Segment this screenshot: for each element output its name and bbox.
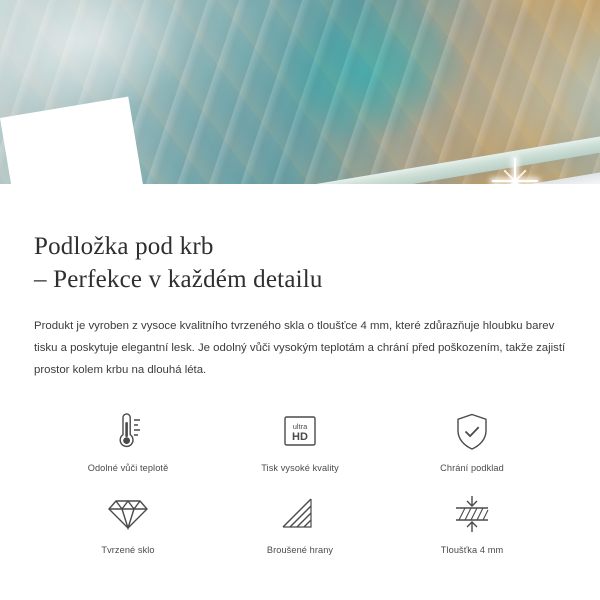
thickness-icon	[445, 489, 499, 539]
svg-text:ultra: ultra	[292, 422, 308, 432]
feature-item-thickness	[386, 489, 558, 555]
feature-item-surface-protection	[386, 407, 558, 473]
feature-label: Broušené hrany	[266, 545, 334, 556]
diamond-icon	[101, 489, 155, 539]
thermometer-icon	[101, 407, 155, 457]
feature-item-polished-edges	[214, 489, 386, 555]
hero-image	[0, 0, 600, 218]
polished-edges-icon	[273, 489, 327, 539]
product-description-text: Produkt je vyroben z vysoce kvalitního tvrzeného skla o tloušťce 4 mm, které zdůrazňuje hloubku barev tisku a poskytuje elegantní lesk. Je odolný vůči vysokým teplotám a chrání před poškozením, takže zajistí prostor kolem krbu na dlouhá léta.	[34, 319, 566, 376]
svg-text:HD: HD	[292, 431, 308, 444]
content-block	[0, 218, 600, 555]
feature-item-heat-resistance	[42, 407, 214, 473]
hero-bottom-mask	[0, 184, 600, 218]
page-title	[34, 230, 566, 297]
feature-label: Chrání podklad	[440, 463, 504, 474]
feature-label: Odolné vůči teplotě	[87, 463, 169, 474]
feature-label: Tisk vysoké kvality	[261, 463, 339, 474]
feature-item-tempered-glass	[42, 489, 214, 555]
page-title-line-1: Podložka pod krb	[34, 233, 214, 260]
feature-label: Tloušťka 4 mm	[440, 545, 504, 556]
feature-label: Tvrzené sklo	[101, 545, 155, 556]
shield-check-icon	[445, 407, 499, 457]
feature-item-print-quality	[214, 407, 386, 473]
feature-grid	[34, 407, 566, 555]
page-title-line-2: – Perfekce v každém detailu	[34, 266, 323, 294]
ultra-hd-icon	[273, 407, 327, 457]
